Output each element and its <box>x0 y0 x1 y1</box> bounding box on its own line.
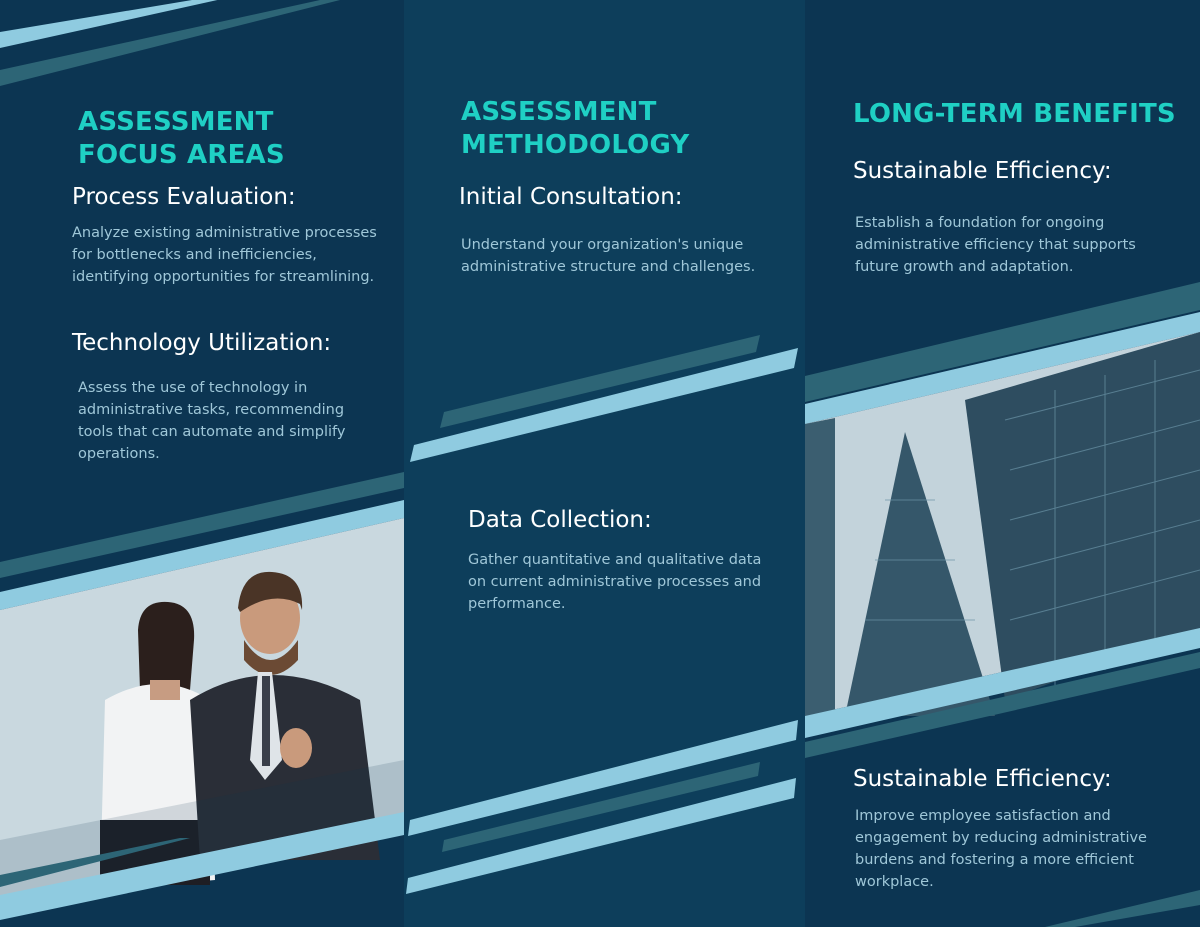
data-collection-title: Data Collection: <box>468 507 652 533</box>
sustainable-efficiency-title-2: Sustainable Efficiency: <box>853 766 1112 792</box>
technology-utilization-body: Assess the use of technology in administrative tasks, recommending tools that can automate and simplify operations. <box>78 380 346 462</box>
mid-stripe-light <box>410 348 798 462</box>
sustainable-efficiency-body-1: Establish a foundation for ongoing administrative efficiency that supports future growth and adaptation. <box>855 215 1136 275</box>
process-evaluation-title: Process Evaluation: <box>72 184 296 210</box>
panel-assessment-methodology <box>404 0 805 927</box>
technology-utilization-title: Technology Utilization: <box>72 330 332 356</box>
process-evaluation-body: Analyze existing administrative processes for bottlenecks and inefficiencies, identifying opportunities for streamlining. <box>72 225 377 285</box>
data-collection-body: Gather quantitative and qualitative data on current administrative processes and performance. <box>468 552 762 612</box>
sustainable-efficiency-body-2: Improve employee satisfaction and engagement by reducing administrative burdens and fostering a more efficient workplace. <box>855 808 1147 890</box>
corner-stripe <box>1045 890 1200 927</box>
panel-assessment-focus <box>0 0 404 927</box>
top-stripe-dark <box>0 0 340 86</box>
panel2-heading: ASSESSMENT METHODOLOGY <box>461 97 690 160</box>
initial-consultation-title: Initial Consultation: <box>459 184 683 210</box>
panel3-heading: LONG-TERM BENEFITS <box>853 99 1176 129</box>
top-stripe-light <box>0 0 240 48</box>
panel1-heading: ASSESSMENT FOCUS AREAS <box>78 107 285 170</box>
panel-long-term-benefits <box>805 0 1200 927</box>
sustainable-efficiency-title-1: Sustainable Efficiency: <box>853 158 1112 184</box>
initial-consultation-body: Understand your organization's unique administrative structure and challenges. <box>461 237 756 275</box>
